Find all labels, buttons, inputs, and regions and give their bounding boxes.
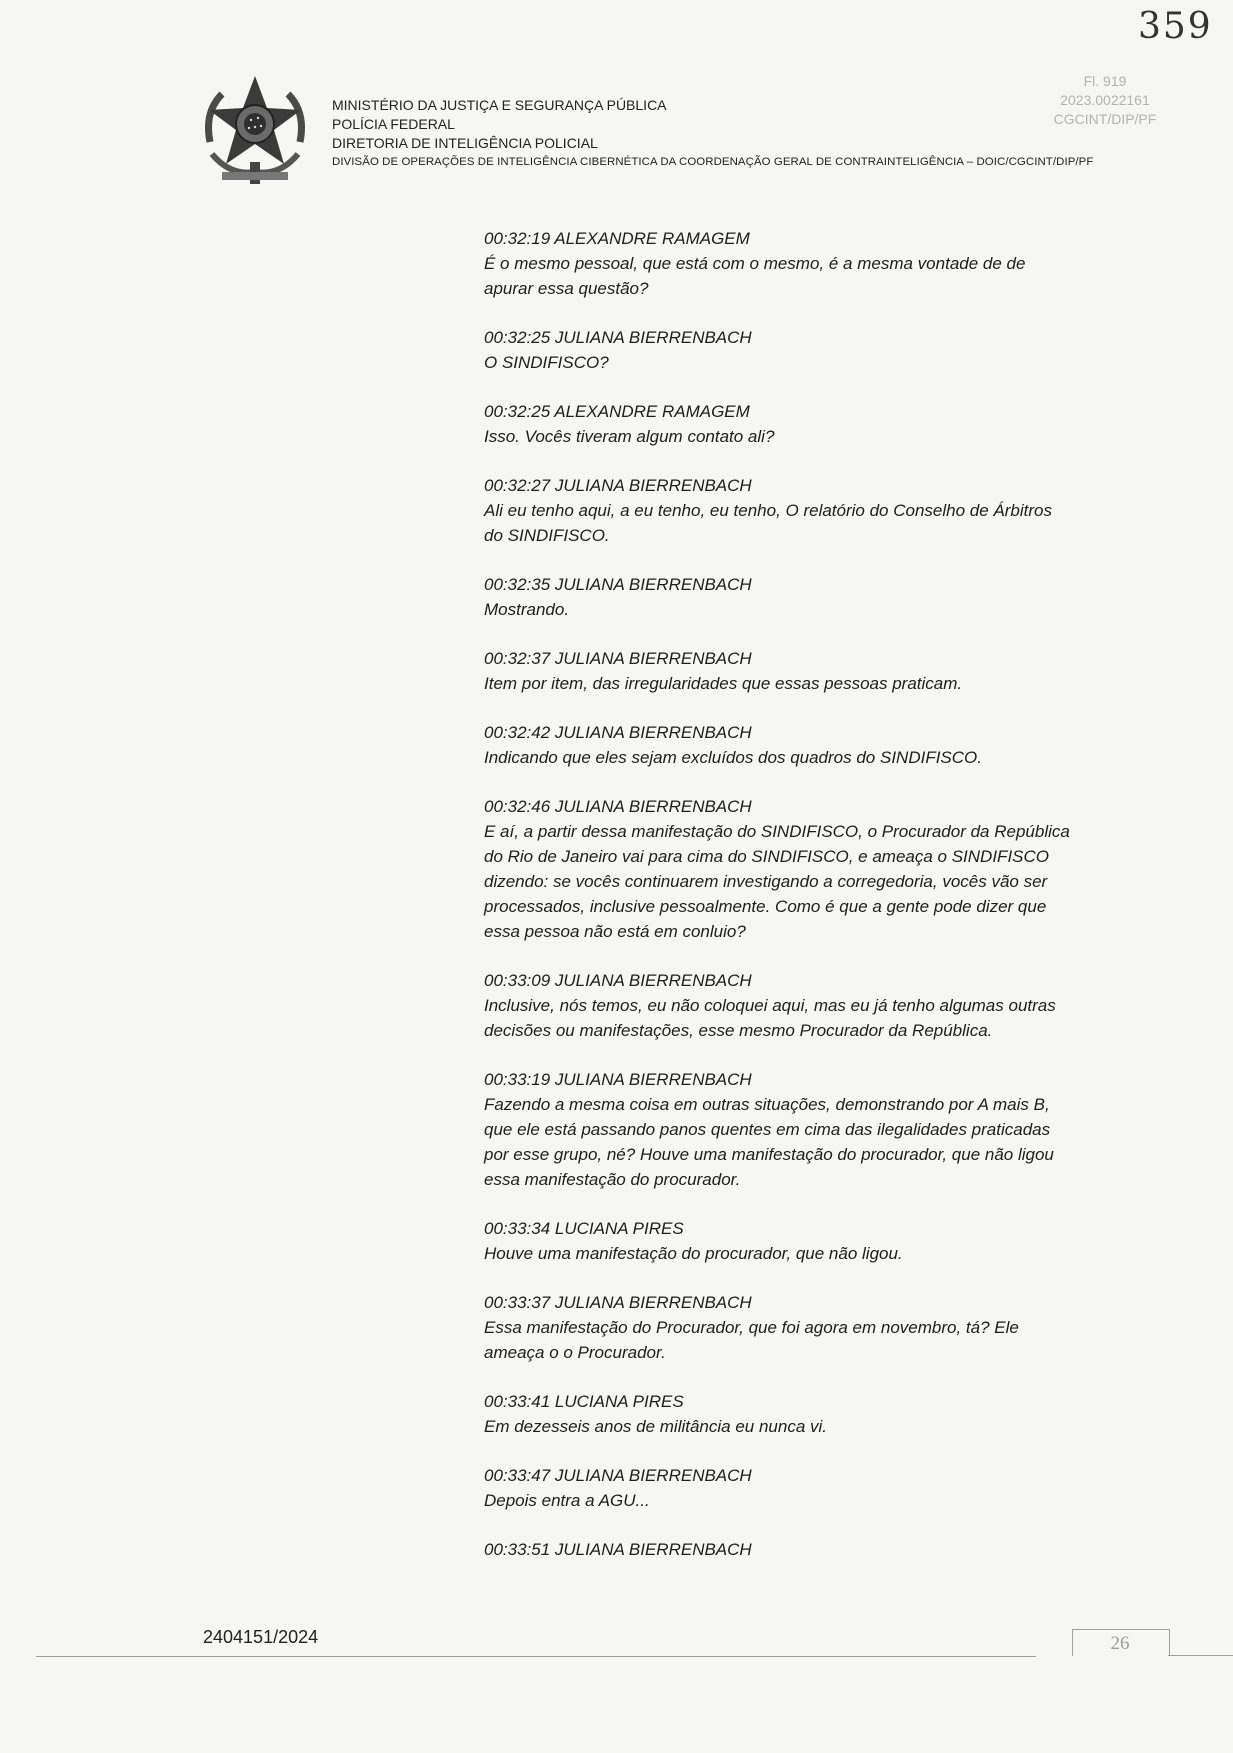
letterhead-directorate: DIRETORIA DE INTELIGÊNCIA POLICIAL [332,135,598,151]
speech-line: Houve uma manifestação do procurador, que não ligou. [484,1244,903,1263]
document-id: 2404151/2024 [203,1627,319,1647]
transcript-entry [484,720,1124,770]
brazil-coat-of-arms-icon [200,72,310,190]
transcript-entry [484,1463,1124,1513]
speech-line: Ali eu tenho aqui, a eu tenho, eu tenho, O relatório do Conselho de Árbitros [484,501,1052,520]
transcript-entry [484,968,1124,1043]
speaker-timestamp: 00:33:51 JULIANA BIERRENBACH [484,1540,752,1559]
speech-line: E aí, a partir dessa manifestação do SINDIFISCO, o Procurador da República [484,822,1070,841]
speech-line: Inclusive, nós temos, eu não coloquei aqui, mas eu já tenho algumas outras [484,996,1056,1015]
speech-line: É o mesmo pessoal, que está com o mesmo, é a mesma vontade de de [484,254,1026,273]
speech-line: do SINDIFISCO. [484,526,610,545]
speech-line: do Rio de Janeiro vai para cima do SINDIFISCO, e ameaça o SINDIFISCO [484,847,1050,866]
transcript-entry [484,646,1124,696]
stamp-unit: CGCINT/DIP/PF [1053,111,1157,127]
letterhead-ministry: MINISTÉRIO DA JUSTIÇA E SEGURANÇA PÚBLICA [332,97,667,113]
transcript-body [484,226,1124,1586]
speaker-timestamp: 00:33:09 JULIANA BIERRENBACH [484,971,752,990]
speech-line: O SINDIFISCO? [484,353,609,372]
speech-line: por esse grupo, né? Houve uma manifestação do procurador, que não ligou [484,1145,1054,1164]
footer-divider [36,1656,1036,1657]
letterhead-agency: POLÍCIA FEDERAL [332,116,455,132]
speech-line: Indicando que eles sejam excluídos dos quadros do SINDIFISCO. [484,748,982,767]
speech-line: decisões ou manifestações, esse mesmo Procurador da República. [484,1021,993,1040]
speaker-timestamp: 00:32:19 ALEXANDRE RAMAGEM [484,229,750,248]
stamp-process: 2023.0022161 [1060,92,1150,108]
transcript-entry [484,794,1124,944]
speaker-timestamp: 00:33:19 JULIANA BIERRENBACH [484,1070,752,1089]
transcript-entry [484,1389,1124,1439]
speech-line: Fazendo a mesma coisa em outras situações, demonstrando por A mais B, [484,1095,1050,1114]
speaker-timestamp: 00:32:42 JULIANA BIERRENBACH [484,723,752,742]
transcript-entry [484,1537,1124,1562]
speech-line: Em dezesseis anos de militância eu nunca vi. [484,1417,828,1436]
speech-line: processados, inclusive pessoalmente. Como é que a gente pode dizer que [484,897,1047,916]
stamp-folio: Fl. 919 [1083,73,1127,89]
speech-line: Mostrando. [484,600,570,619]
speech-line: que ele está passando panos quentes em cima das ilegalidades praticadas [484,1120,1051,1139]
speaker-timestamp: 00:32:37 JULIANA BIERRENBACH [484,649,752,668]
transcript-entry [484,1216,1124,1266]
letterhead-division: DIVISÃO DE OPERAÇÕES DE INTELIGÊNCIA CIBERNÉTICA DA COORDENAÇÃO GERAL DE CONTRAINTELIGÊNCIA – DOIC/CGCINT/DIP/PF [332,156,1094,168]
speaker-timestamp: 00:33:41 LUCIANA PIRES [484,1392,684,1411]
handwritten-page-number: 359 [1138,6,1213,47]
transcript-entry [484,473,1124,548]
transcript-entry [484,572,1124,622]
speaker-timestamp: 00:32:25 JULIANA BIERRENBACH [484,328,752,347]
page-number-box-rule [1168,1655,1233,1656]
speech-line: Essa manifestação do Procurador, que foi agora em novembro, tá? Ele [484,1318,1019,1337]
page-number: 26 [1110,1633,1130,1654]
transcript-entry [484,1067,1124,1192]
speech-line: dizendo: se vocês continuarem investigando a corregedoria, vocês vão ser [484,872,1048,891]
speech-line: apurar essa questão? [484,279,649,298]
speaker-timestamp: 00:32:35 JULIANA BIERRENBACH [484,575,752,594]
speech-line: Item por item, das irregularidades que essas pessoas praticam. [484,674,963,693]
transcript-entry [484,1290,1124,1365]
speaker-timestamp: 00:32:46 JULIANA BIERRENBACH [484,797,752,816]
speaker-timestamp: 00:33:37 JULIANA BIERRENBACH [484,1293,752,1312]
speaker-timestamp: 00:33:47 JULIANA BIERRENBACH [484,1466,752,1485]
transcript-entry [484,399,1124,449]
letterhead [332,96,1093,172]
speech-line: Depois entra a AGU... [484,1491,650,1510]
transcript-entry [484,226,1124,301]
speech-line: essa pessoa não está em conluio? [484,922,746,941]
speech-line: essa manifestação do procurador. [484,1170,741,1189]
folio-stamp [1040,72,1170,129]
speaker-timestamp: 00:33:34 LUCIANA PIRES [484,1219,684,1238]
transcript-entry [484,325,1124,375]
speaker-timestamp: 00:32:27 JULIANA BIERRENBACH [484,476,752,495]
speech-line: Isso. Vocês tiveram algum contato ali? [484,427,775,446]
speech-line: ameaça o o Procurador. [484,1343,666,1362]
speaker-timestamp: 00:32:25 ALEXANDRE RAMAGEM [484,402,750,421]
